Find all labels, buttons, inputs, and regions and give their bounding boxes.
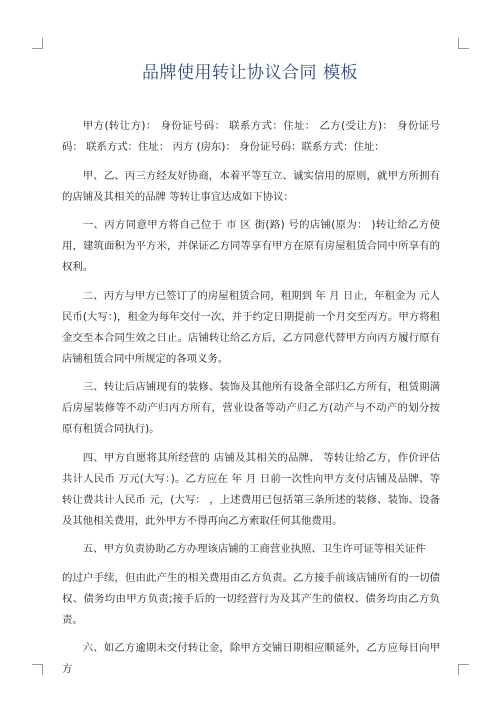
party-info-paragraph: 甲方(转让方)： 身份证号码： 联系方式：住址： 乙方(受让方)： 身份证号码： 联系方式：住址： 丙方 (房东)： 身份证号码：联系方式：住址： [62, 120, 440, 153]
clause-5-continuation-paragraph: 的过户手续，但由此产生的相关费用由乙方负责。乙方接手前该店铺所有的一切债权、债务均由甲方负责;接手后的一切经营行为及其产生的债权、债务均由乙方负责。 [62, 571, 440, 626]
crop-mark-top-left [32, 38, 43, 49]
clause-6-paragraph: 六、如乙方逾期未交付转让金，除甲方交铺日期相应顺延外，乙方应每日向甲方 [62, 642, 440, 675]
clause-5-paragraph: 五、甲方负责协助乙方办理该店铺的工商营业执照、卫生许可证等相关证件 [82, 543, 426, 555]
crop-mark-top-right [458, 38, 469, 49]
document-body [62, 116, 440, 688]
clause-1-paragraph: 一、丙方同意甲方将自己位于 市 区 街(路) 号的店铺(原为： )转让给乙方使用，建筑面积为平方米，并保证乙方同等享有甲方在原有房屋租赁合同中所享有的权利。 [62, 219, 440, 273]
clause-2-paragraph: 二、丙方与甲方已签订了的房屋租赁合同，租期到 年 月 日止，年租金为 元人民币(大写：)，租金为每年交付一次，并于约定日期提前一个月交至丙方。甲方将租金交至本合同生效之日止。店铺转让给乙方后，乙方同意代替甲方向丙方履行原有店铺租赁合同中所规定的各项义务。 [62, 289, 440, 365]
clause-3-paragraph: 三、转让后店铺现有的装修、装饰及其他所有设备全部归乙方所有，租赁期满后房屋装修等不动产归丙方所有，营业设备等动产归乙方(动产与不动产的划分按原有租赁合同执行)。 [62, 381, 440, 435]
preamble-paragraph: 甲、乙、丙三方经友好协商，本着平等互立、诚实信用的原则，就甲方所拥有的店铺及其相关的品牌 等转让事宜达成如下协议： [62, 169, 440, 203]
crop-mark-bottom-right [458, 664, 469, 675]
clause-4-paragraph: 四、甲方自愿将其所经营的 店铺及其相关的品牌、 等转让给乙方，作价评估共计人民币 万元(大写：)。乙方应在 年 月 日前一次性向甲方支付店铺及品牌、等转让费共计人民币 元，(大写： ，上述费用已包括第三条所述的装修、装饰、设备及其他相关费用，此外甲方不得再向乙方索取任何其他费用。 [62, 451, 440, 527]
document-title: 品牌使用转让协议合同 模板 [142, 63, 358, 83]
crop-mark-bottom-left [32, 664, 43, 675]
